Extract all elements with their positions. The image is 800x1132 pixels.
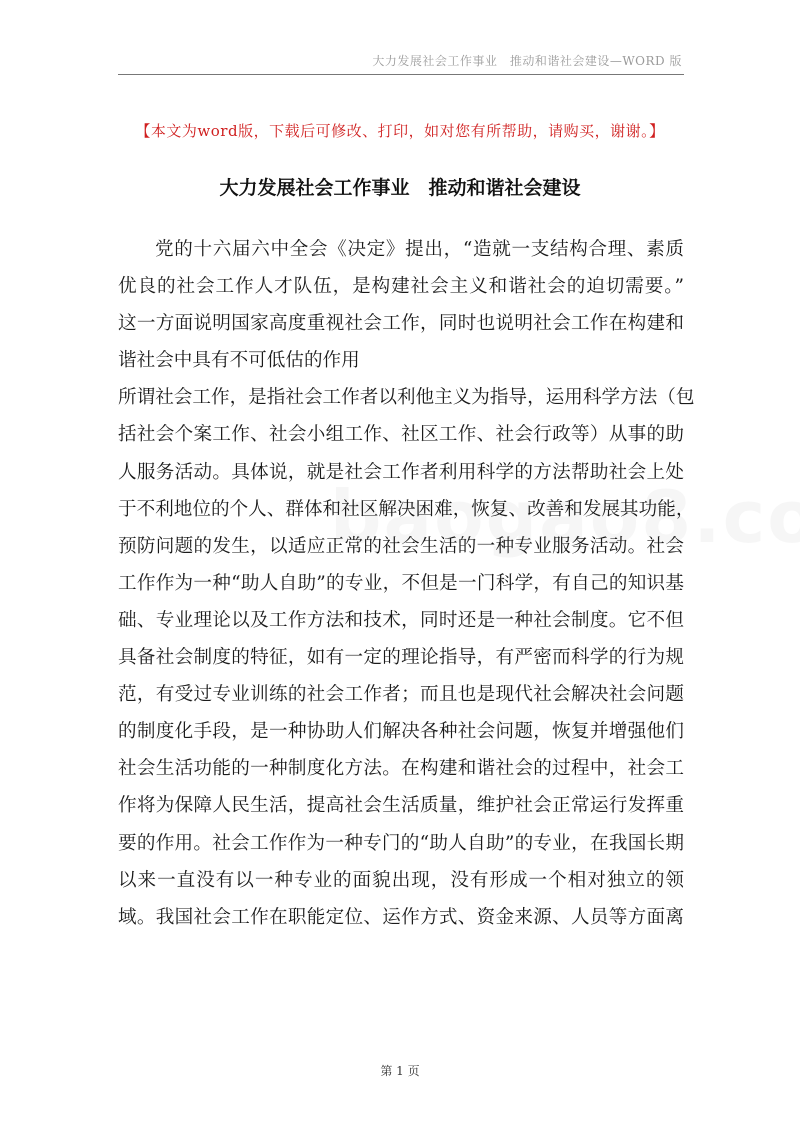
body-line: 础、专业理论以及工作方法和技术，同时还是一种社会制度。它不但 bbox=[118, 609, 684, 631]
body-line: 域。我国社会工作在职能定位、运作方式、资金来源、人员等方面离 bbox=[118, 906, 684, 928]
body-line: 谐社会中具有不可低估的作用 bbox=[118, 350, 360, 372]
body-line: 于不利地位的个人、群体和社区解决困难，恢复、改善和发展其功能， bbox=[118, 498, 695, 520]
body-line: 的制度化手段，是一种协助人们解决各种社会问题，恢复并增强他们 bbox=[118, 721, 684, 743]
body-line: 预防问题的发生，以适应正常的社会生活的一种专业服务活动。社会 bbox=[118, 535, 684, 557]
body-line: 优良的社会工作人才队伍，是构建社会主义和谐社会的迫切需要。” bbox=[118, 276, 684, 298]
document-title: 大力发展社会工作事业 推动和谐社会建设 bbox=[219, 177, 581, 199]
document-body bbox=[118, 231, 695, 936]
download-notice: 【本文为word版，下载后可修改、打印，如对您有所帮助，请购买，谢谢。】 bbox=[135, 122, 665, 140]
body-line: 具备社会制度的特征，如有一定的理论指导，有严密而科学的行为规 bbox=[118, 647, 684, 669]
body-line: 这一方面说明国家高度重视社会工作，同时也说明社会工作在构建和 bbox=[118, 313, 684, 335]
body-line: 括社会个案工作、社会小组工作、社区工作、社会行政等）从事的助 bbox=[118, 424, 684, 446]
body-line: 以来一直没有以一种专业的面貌出现，没有形成一个相对独立的领 bbox=[118, 869, 684, 891]
body-line: 范，有受过专业训练的社会工作者；而且也是现代社会解决社会问题 bbox=[118, 684, 684, 706]
running-header: 大力发展社会工作事业 推动和谐社会建设—WORD 版 bbox=[372, 54, 682, 68]
body-line: 社会生活功能的一种制度化方法。在构建和谐社会的过程中，社会工 bbox=[118, 758, 684, 780]
body-line: 党的十六届六中全会《决定》提出，“造就一支结构合理、素质 bbox=[155, 239, 684, 260]
body-line: 人服务活动。具体说，就是社会工作者利用科学的方法帮助社会上处 bbox=[118, 461, 684, 483]
body-line: 作将为保障人民生活，提高社会生活质量，维护社会正常运行发挥重 bbox=[118, 795, 684, 817]
body-line: 所谓社会工作，是指社会工作者以利他主义为指导，运用科学方法（包 bbox=[118, 387, 695, 409]
header-divider bbox=[118, 74, 684, 75]
body-line: 工作作为一种“助人自助”的专业，不但是一门科学，有自己的知识基 bbox=[118, 572, 684, 594]
page-number: 第 1 页 bbox=[380, 1064, 420, 1078]
body-line: 要的作用。社会工作作为一种专门的“助人自助”的专业，在我国长期 bbox=[118, 832, 684, 854]
